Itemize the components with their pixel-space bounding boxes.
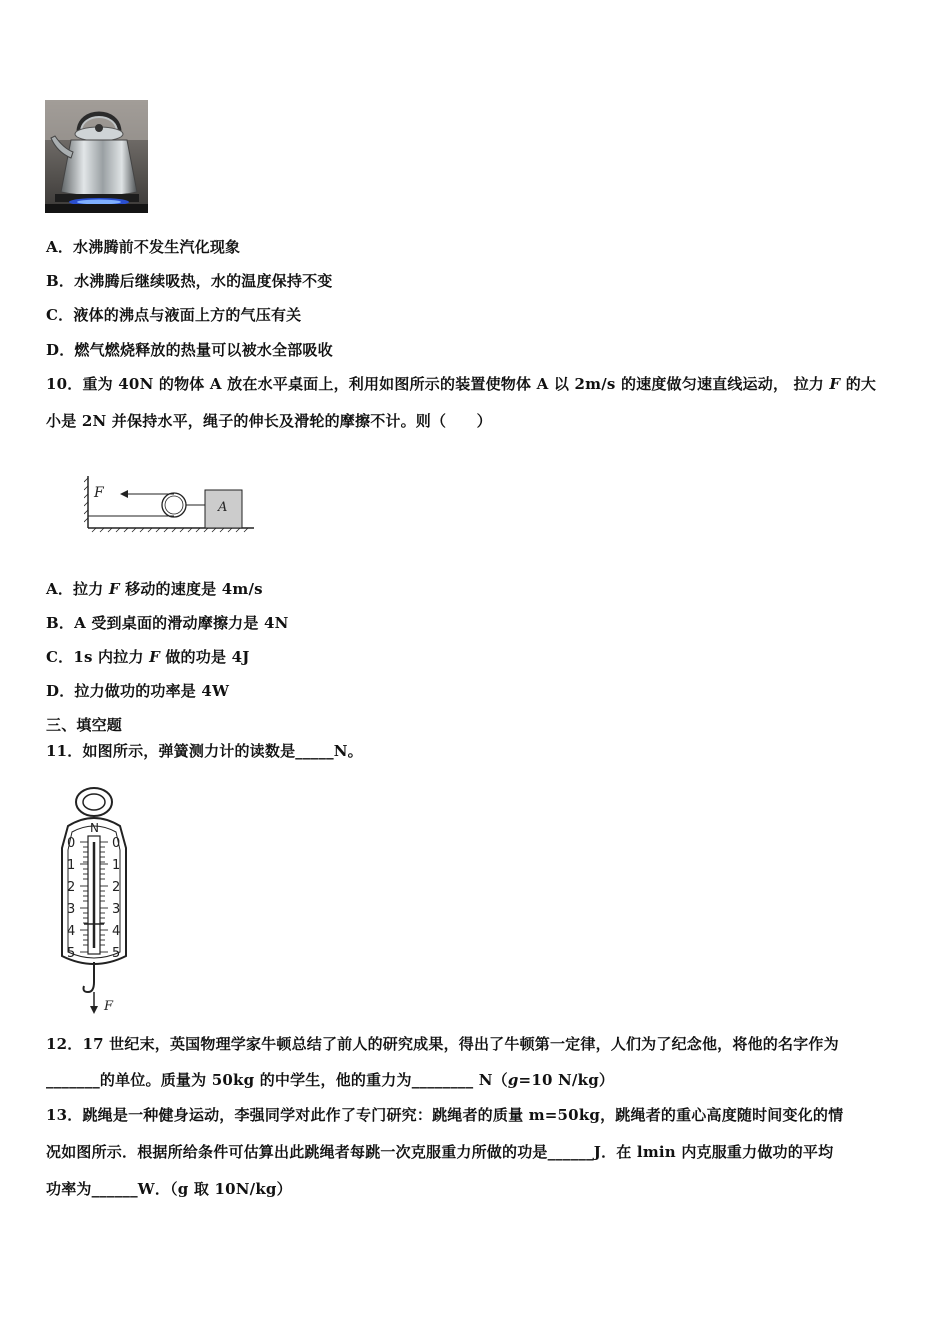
scale-left-5: 5 [67, 946, 76, 961]
q10-option-c [46, 646, 250, 667]
q13-stem-line3: 功率为______W．（g 取 10N/kg） [46, 1180, 292, 1198]
var-f: F [149, 648, 160, 666]
q10-stem-tail: 的大 [840, 375, 877, 393]
var-f: F [829, 375, 841, 393]
scale-left-1: 1 [67, 858, 76, 873]
q12-stem-line1: 12．17 世纪末，英国物理学家牛顿总结了前人的研究成果，得出了牛顿第一定律，人们为了纪念他，将他的名字作为 [46, 1035, 839, 1053]
q11-stem: 11．如图所示，弹簧测力计的读数是_____N。 [46, 742, 363, 760]
q10-option-a-post: 移动的速度是 4m/s [119, 580, 263, 598]
scale-force-label: F [104, 999, 114, 1014]
q13-stem-line1: 13．跳绳是一种健身运动，李强同学对此作了专门研究：跳绳者的质量 m=50kg，跳绳者的重心高度随时间变化的情 [46, 1106, 844, 1124]
q9-option-a: A．水沸腾前不发生汽化现象 [46, 238, 241, 256]
scale-right-0: 0 [112, 836, 121, 851]
scale-left-4: 4 [67, 924, 76, 939]
scale-right-1: 1 [112, 858, 121, 873]
q9-option-b: B．水沸腾后继续吸热，水的温度保持不变 [46, 272, 333, 290]
q13-stem-line2: 况如图所示．根据所给条件可估算出此跳绳者每跳一次克服重力所做的功是______J．在 lmin 内克服重力做功的平均 [46, 1143, 834, 1161]
var-f: F [108, 580, 120, 598]
q10-stem-line1 [46, 373, 876, 394]
q10-stem-line2: 小是 2N 并保持水平，绳子的伸长及滑轮的摩擦不计。则（ ） [46, 412, 492, 430]
q9-option-c: C．液体的沸点与液面上方的气压有关 [46, 306, 302, 324]
scale-right-2: 2 [112, 880, 121, 895]
scale-left-0: 0 [67, 836, 76, 851]
var-g: g [507, 1071, 519, 1089]
scale-right-5: 5 [112, 946, 121, 961]
q10-option-a-pre: A．拉力 [46, 580, 109, 598]
q10-stem-text: 10．重为 40N 的物体 A 放在水平桌面上，利用如图所示的装置使物体 A 以 2m/s 的速度做匀速直线运动， 拉力 [46, 375, 830, 393]
kettle-image [45, 100, 148, 213]
kettle-photo [45, 100, 148, 213]
scale-unit: N [90, 821, 99, 835]
q10-option-b: B．A 受到桌面的滑动摩擦力是 4N [46, 614, 289, 632]
q10-option-d: D．拉力做功的功率是 4W [46, 682, 230, 700]
q12-stem-post: =10 N/kg） [518, 1071, 615, 1089]
scale-left-2: 2 [67, 880, 76, 895]
q10-option-c-post: 做的功是 4J [159, 648, 250, 666]
section-title: 三、填空题 [46, 716, 123, 734]
scale-left-3: 3 [67, 902, 76, 917]
block-label: A [218, 500, 228, 515]
scale-right-4: 4 [112, 924, 121, 939]
q10-option-c-pre: C．1s 内拉力 [46, 648, 150, 666]
q12-stem-line2 [46, 1069, 614, 1090]
q9-option-d: D．燃气燃烧释放的热量可以被水全部吸收 [46, 341, 333, 359]
scale-right-3: 3 [112, 902, 121, 917]
pulley-figure [84, 474, 256, 536]
q10-option-a [46, 578, 263, 599]
spring-scale-figure [54, 786, 134, 1016]
pulley-force-label: F [94, 485, 104, 501]
q12-stem-pre: _______的单位。质量为 50kg 的中学生，他的重力为________ N（ [46, 1071, 508, 1089]
